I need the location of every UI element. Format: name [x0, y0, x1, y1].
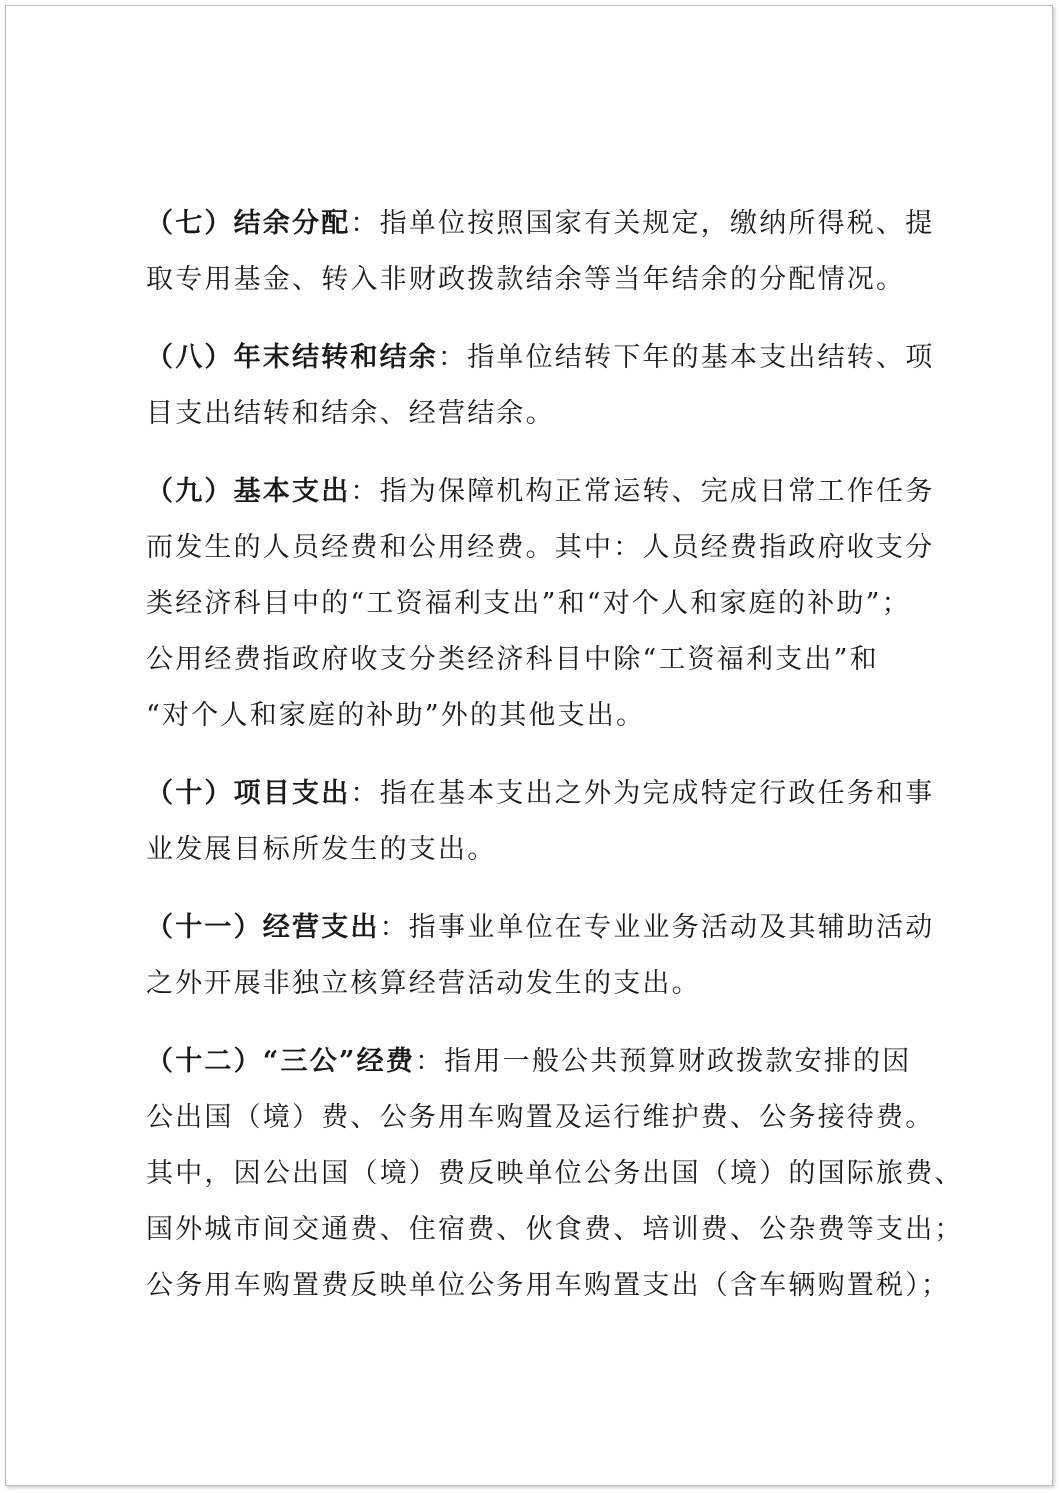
- text-line: 类经济科目中的“工资福利支出”和“对个人和家庭的补助”；: [146, 588, 911, 619]
- term-heading: （十一）经营支出: [146, 912, 380, 943]
- paragraph-basic-expenditure: [146, 464, 956, 744]
- text-line: 之外开展非独立核算经营活动发生的支出。: [146, 968, 701, 999]
- text-line: 国外城市间交通费、住宿费、伙食费、培训费、公杂费等支出；: [146, 1214, 964, 1245]
- text-line: [146, 900, 956, 956]
- definition-text: ：指单位结转下年的基本支出结转、项: [438, 342, 935, 373]
- text-line: [146, 766, 956, 822]
- term-heading: （七）结余分配: [146, 208, 351, 239]
- definition-text: ：指在基本支出之外为完成特定行政任务和事: [350, 778, 935, 809]
- text-line: “对个人和家庭的补助”外的其他支出。: [146, 700, 646, 731]
- text-line: [146, 330, 956, 386]
- term-heading: （九）基本支出: [146, 476, 351, 507]
- text-line: 而发生的人员经费和公用经费。其中：人员经费指政府收支分: [146, 532, 935, 563]
- text-line: 取专用基金、转入非财政拨款结余等当年结余的分配情况。: [146, 264, 906, 295]
- term-heading: （十）项目支出: [146, 778, 351, 809]
- definition-text: ：指事业单位在专业业务活动及其辅助活动: [379, 912, 935, 943]
- text-line: [146, 1034, 956, 1090]
- term-heading: （八）年末结转和结余: [146, 342, 438, 373]
- paragraph-operating-expenditure: [146, 900, 956, 1012]
- text-line: 公出国（境）费、公务用车购置及运行维护费、公务接待费。: [146, 1102, 935, 1133]
- term-heading: （十二）“三公”经费: [146, 1046, 416, 1077]
- text-line: 公务用车购置费反映单位公务用车购置支出（含车辆购置税）；: [146, 1270, 951, 1301]
- text-line: [146, 196, 956, 252]
- paragraph-year-end-carryover: [146, 330, 956, 442]
- paragraph-three-public-expenses: [146, 1034, 964, 1314]
- definition-text: ：指用一般公共预算财政拨款安排的因: [415, 1046, 912, 1077]
- definition-text: ：指为保障机构正常运转、完成日常工作任务: [350, 476, 935, 507]
- text-line: 业发展目标所发生的支出。: [146, 834, 497, 865]
- text-line: 公用经费指政府收支分类经济科目中除“工资福利支出”和: [146, 644, 879, 675]
- paragraph-surplus-distribution: [146, 196, 956, 308]
- definition-text: ：指单位按照国家有关规定，缴纳所得税、提: [350, 208, 935, 239]
- paragraph-project-expenditure: [146, 766, 956, 878]
- text-line: 目支出结转和结余、经营结余。: [146, 398, 555, 429]
- document-body: [146, 196, 964, 1336]
- text-line: 其中，因公出国（境）费反映单位公务出国（境）的国际旅费、: [146, 1158, 964, 1189]
- document-page: [5, 5, 1053, 1486]
- text-line: [146, 464, 956, 520]
